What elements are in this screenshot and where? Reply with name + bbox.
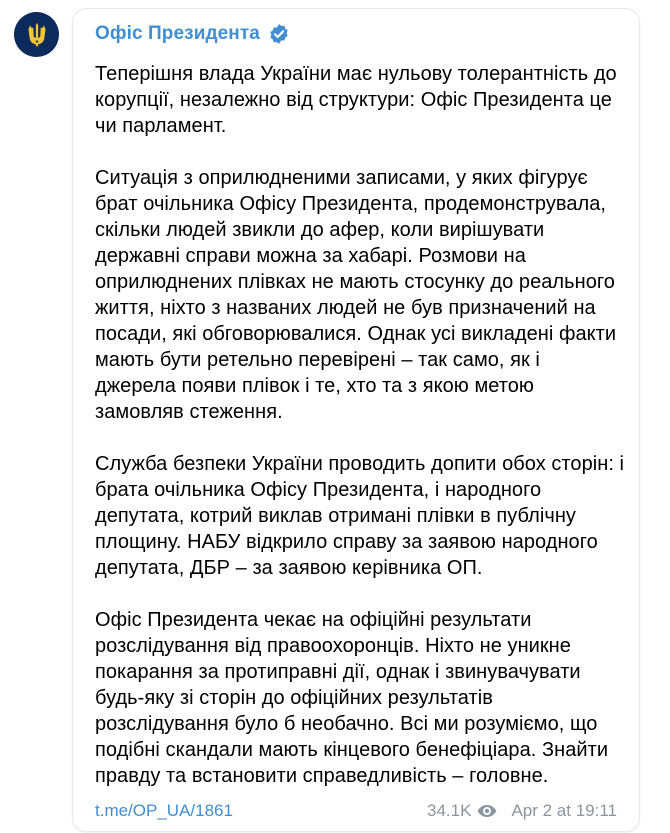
message-paragraph: Офіс Президента чекає на офіційні результати розслідування від правоохоронців. Ніхто не уникне покарання за протиправні дії, однак і звинувачувати будь-яку зі сторін до офіційних результатів розслідування було б необачно. Всі ми розуміємо, що подібні скандали мають кінцевого бенефіціара. Знайти правду та встановити справедливість – головне.: [95, 609, 609, 787]
view-count: 34.1K: [427, 801, 472, 820]
post-link[interactable]: t.me/OP_UA/1861: [95, 801, 233, 820]
post-date[interactable]: Apr 2 at 19:11: [511, 801, 617, 820]
message-bubble: [72, 8, 640, 832]
post-footer: [95, 801, 617, 821]
post-header: [95, 23, 290, 45]
trident-icon: [24, 22, 50, 48]
message-paragraph: Теперішня влада України має нульову толерантність до корупції, незалежно від структури: Офіс Президента це чи парламент.: [95, 63, 617, 137]
channel-name[interactable]: Офіс Президента: [95, 23, 260, 44]
message-paragraph: Служба безпеки України проводить допити обох сторін: і брата очільника Офісу Президента, і народного депутата, котрий виклав отримані плівки в публічну площину. НАБУ відкрило справу за заявою народного депутата, ДБР – за заявою керівника ОП.: [95, 453, 625, 579]
channel-avatar[interactable]: [14, 12, 59, 57]
message-text: [95, 61, 625, 789]
eye-icon: [477, 804, 497, 818]
verified-badge-icon: [268, 23, 290, 45]
message-paragraph: Ситуація з оприлюдненими записами, у яких фігурує брат очільника Офісу Президента, продемонструвала, скільки людей звикли до афер, коли вирішувати державні справи можна за хабарі. Розмови на оприлюднених плівках не мають стосунку до реального життя, ніхто з названих людей не був призначений на посади, які обговорювалися. Однак усі викладені факти мають бути ретельно перевірені – так само, як і джерела появи плівок і те, хто та з якою метою замовляв стеження.: [95, 167, 617, 423]
